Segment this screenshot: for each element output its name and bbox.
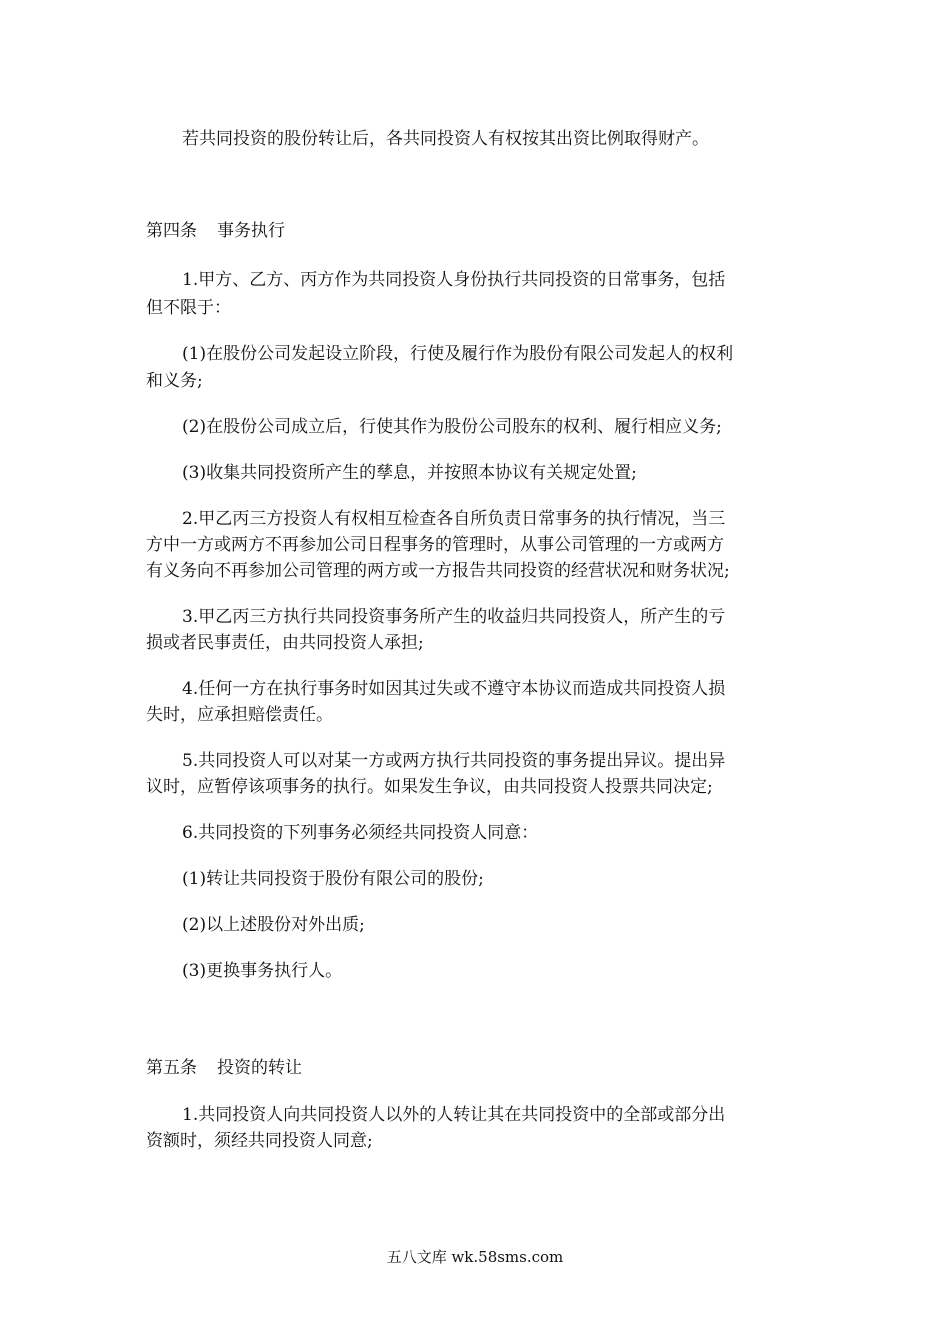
paragraph-property-distribution: 若共同投资的股份转让后，各共同投资人有权按其出资比例取得财产。 xyxy=(182,129,709,149)
paragraph-5-1-line-1: 1.共同投资人向共同投资人以外的人转让其在共同投资中的全部或部分出 xyxy=(182,1105,726,1125)
paragraph-4-6-1: (1)转让共同投资于股份有限公司的股份; xyxy=(182,869,484,889)
paragraph-4-1-2: (2)在股份公司成立后，行使其作为股份公司股东的权利、履行相应义务; xyxy=(182,417,722,437)
paragraph-4-1-1-line-2: 和义务; xyxy=(146,371,203,391)
article-5-heading xyxy=(146,1055,302,1081)
paragraph-5-1-line-2: 资额时，须经共同投资人同意; xyxy=(146,1131,373,1151)
paragraph-4-5-line-2: 议时，应暂停该项事务的执行。如果发生争议，由共同投资人投票共同决定; xyxy=(146,777,713,797)
paragraph-4-1-line-1: 1.甲方、乙方、丙方作为共同投资人身份执行共同投资的日常事务，包括 xyxy=(182,270,726,290)
paragraph-4-3-line-1: 3.甲乙丙三方执行共同投资事务所产生的收益归共同投资人，所产生的亏 xyxy=(182,607,726,627)
paragraph-4-6-2: (2)以上述股份对外出质; xyxy=(182,915,365,935)
paragraph-4-2-line-1: 2.甲乙丙三方投资人有权相互检查各自所负责日常事务的执行情况，当三 xyxy=(182,509,726,529)
paragraph-4-1-line-2: 但不限于： xyxy=(146,298,231,318)
paragraph-4-4-line-1: 4.任何一方在执行事务时如因其过失或不遵守本协议而造成共同投资人损 xyxy=(182,679,726,699)
paragraph-4-2-line-3: 有义务向不再参加公司管理的两方或一方报告共同投资的经营状况和财务状况; xyxy=(146,561,730,581)
article-4-heading xyxy=(146,218,285,244)
article-4-number: 第四条 xyxy=(146,221,197,241)
article-5-title: 投资的转让 xyxy=(217,1058,302,1078)
paragraph-4-4-line-2: 失时，应承担赔偿责任。 xyxy=(146,705,333,725)
paragraph-4-6: 6.共同投资的下列事务必须经共同投资人同意： xyxy=(182,823,539,843)
paragraph-4-6-3: (3)更换事务执行人。 xyxy=(182,961,343,981)
article-4-title: 事务执行 xyxy=(217,221,285,241)
paragraph-4-1-3: (3)收集共同投资所产生的孳息，并按照本协议有关规定处置; xyxy=(182,463,637,483)
paragraph-4-2-line-2: 方中一方或两方不再参加公司日程事务的管理时，从事公司管理的一方或两方 xyxy=(146,535,724,555)
article-5-number: 第五条 xyxy=(146,1058,197,1078)
paragraph-4-1-1-line-1: (1)在股份公司发起设立阶段，行使及履行作为股份有限公司发起人的权利 xyxy=(182,344,734,364)
paragraph-4-5-line-1: 5.共同投资人可以对某一方或两方执行共同投资的事务提出异议。提出异 xyxy=(182,751,726,771)
footer-watermark-text: 五八文库 wk.58sms.com xyxy=(386,1248,564,1266)
paragraph-4-3-line-2: 损或者民事责任，由共同投资人承担; xyxy=(146,633,424,653)
